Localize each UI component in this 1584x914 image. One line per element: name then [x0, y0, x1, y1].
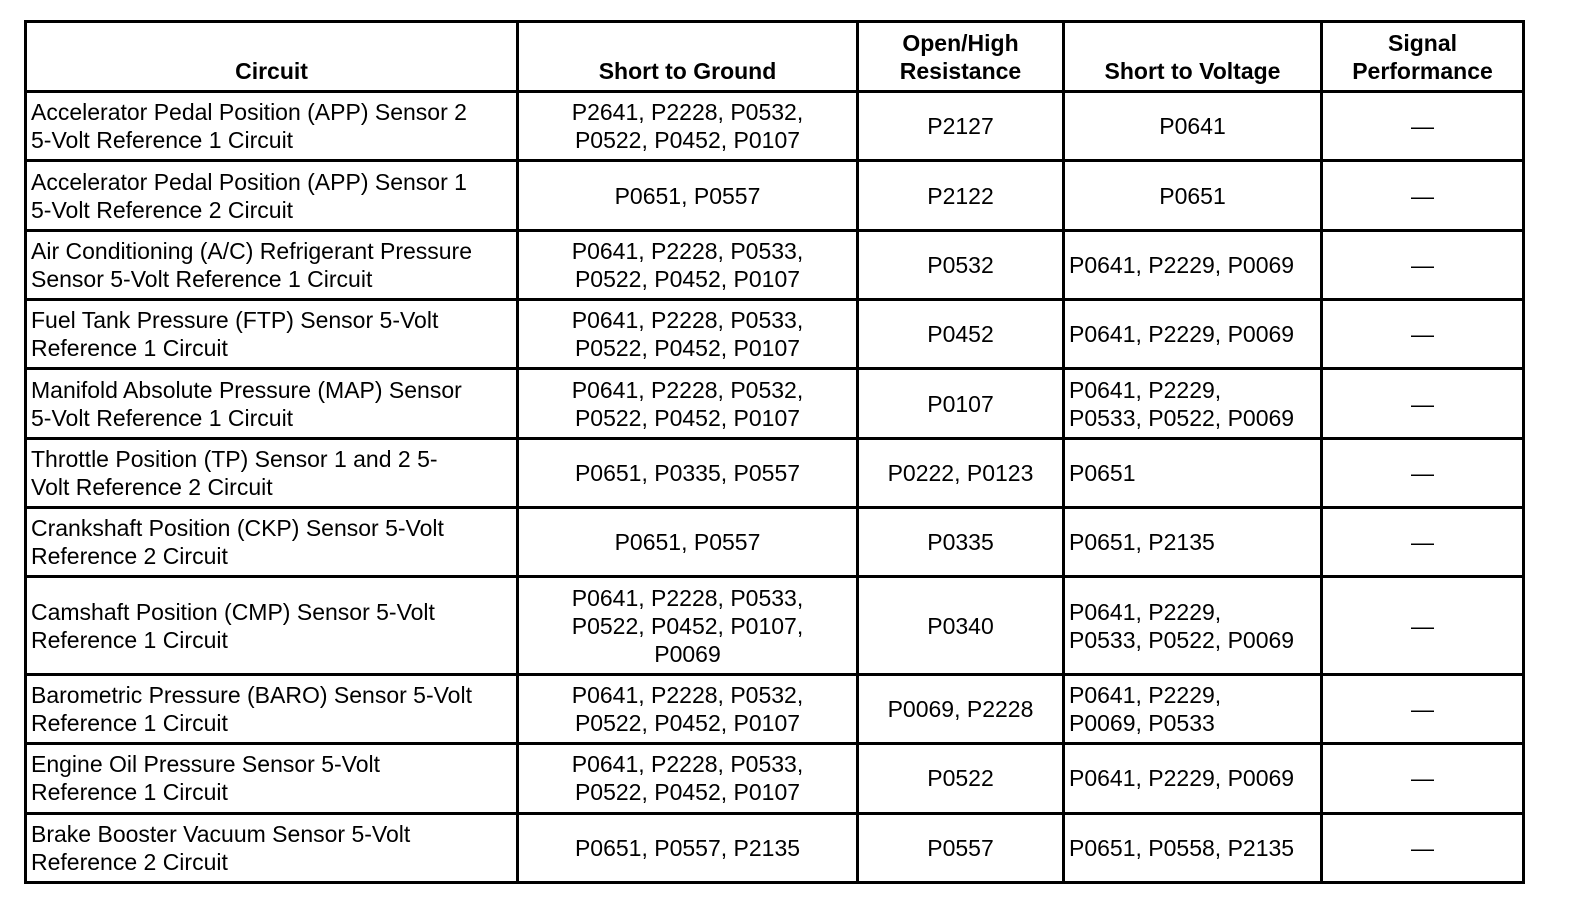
signal-performance-cell: — [1322, 508, 1524, 577]
circuit-cell-line: Reference 2 Circuit [31, 848, 228, 875]
short-to-ground-cell-line: P0522, P0452, P0107 [574, 710, 801, 737]
open-high-resistance-cell-line: P0522 [927, 765, 994, 792]
table-row [26, 813, 1524, 882]
short-to-ground-cell-line: P0522, P0452, P0107 [574, 127, 801, 154]
short-to-voltage-cell-line: P0641 [1159, 113, 1226, 140]
circuit-cell [26, 161, 518, 230]
short-to-voltage-cell-line: P0651 [1159, 182, 1226, 209]
table-row [26, 369, 1524, 438]
short-to-ground-cell-line: P0641, P2228, P0533, [571, 237, 804, 264]
open-high-resistance-cell [858, 300, 1064, 369]
open-high-resistance-cell [858, 161, 1064, 230]
circuit-cell [26, 300, 518, 369]
short-to-ground-cell [518, 577, 858, 674]
table-row [26, 230, 1524, 299]
short-to-voltage-cell [1064, 577, 1322, 674]
header-short-to-voltage: Short to Voltage [1064, 22, 1322, 92]
circuit-cell-line: Reference 1 Circuit [31, 626, 228, 653]
table-header-row [26, 22, 1524, 92]
signal-performance-cell: — [1322, 577, 1524, 674]
signal-performance-cell: — [1322, 744, 1524, 813]
circuit-cell-line: Reference 1 Circuit [31, 779, 228, 806]
short-to-voltage-cell-line: P0533, P0522, P0069 [1069, 626, 1295, 653]
circuit-cell-line: Engine Oil Pressure Sensor 5-Volt [31, 751, 381, 778]
circuit-cell-line: Barometric Pressure (BARO) Sensor 5-Volt [31, 682, 472, 709]
open-high-resistance-cell-line: P0335 [927, 529, 994, 556]
open-high-resistance-cell-line: P0222, P0123 [887, 459, 1034, 486]
table-row [26, 161, 1524, 230]
circuit-cell-line: Volt Reference 2 Circuit [31, 473, 273, 500]
short-to-voltage-cell-line: P0651 [1069, 459, 1136, 486]
signal-performance-cell: — [1322, 92, 1524, 161]
dtc-circuit-table [24, 20, 1525, 884]
open-high-resistance-cell-line: P0069, P2228 [887, 696, 1034, 723]
circuit-cell [26, 813, 518, 882]
circuit-cell-line: 5-Volt Reference 1 Circuit [31, 127, 294, 154]
short-to-ground-cell [518, 161, 858, 230]
short-to-voltage-cell [1064, 300, 1322, 369]
short-to-voltage-cell [1064, 161, 1322, 230]
short-to-voltage-cell [1064, 230, 1322, 299]
short-to-voltage-cell-line: P0651, P2135 [1069, 529, 1215, 556]
short-to-ground-cell [518, 674, 858, 743]
signal-performance-cell: — [1322, 300, 1524, 369]
circuit-cell-line: 5-Volt Reference 2 Circuit [31, 196, 294, 223]
header-circuit: Circuit [26, 22, 518, 92]
open-high-resistance-cell [858, 674, 1064, 743]
short-to-voltage-cell [1064, 438, 1322, 507]
signal-performance-cell: — [1322, 230, 1524, 299]
short-to-ground-cell [518, 744, 858, 813]
short-to-ground-cell [518, 230, 858, 299]
open-high-resistance-cell [858, 438, 1064, 507]
short-to-voltage-cell [1064, 369, 1322, 438]
short-to-voltage-cell-line: P0641, P2229, P0069 [1069, 321, 1295, 348]
circuit-cell [26, 438, 518, 507]
table-body [26, 92, 1524, 883]
signal-performance-cell: — [1322, 369, 1524, 438]
short-to-ground-cell [518, 508, 858, 577]
circuit-cell [26, 369, 518, 438]
header-signal-performance: Signal Performance [1322, 22, 1524, 92]
open-high-resistance-cell [858, 230, 1064, 299]
circuit-cell-line: Brake Booster Vacuum Sensor 5-Volt [31, 820, 411, 847]
open-high-resistance-cell [858, 577, 1064, 674]
short-to-voltage-cell [1064, 813, 1322, 882]
short-to-voltage-cell-line: P0533, P0522, P0069 [1069, 404, 1295, 431]
short-to-voltage-cell [1064, 92, 1322, 161]
open-high-resistance-cell-line: P0532 [927, 251, 994, 278]
circuit-cell-line: Throttle Position (TP) Sensor 1 and 2 5- [31, 445, 438, 472]
circuit-cell-line: Air Conditioning (A/C) Refrigerant Pressure [31, 237, 473, 264]
short-to-ground-cell [518, 813, 858, 882]
circuit-cell-line: Crankshaft Position (CKP) Sensor 5-Volt [31, 515, 444, 542]
circuit-cell [26, 230, 518, 299]
short-to-ground-cell-line: P0522, P0452, P0107, [571, 612, 804, 639]
open-high-resistance-cell [858, 92, 1064, 161]
short-to-ground-cell-line: P0641, P2228, P0533, [571, 751, 804, 778]
short-to-ground-cell-line: P0651, P0335, P0557 [574, 459, 801, 486]
circuit-cell-line: Reference 2 Circuit [31, 543, 228, 570]
short-to-ground-cell-line: P2641, P2228, P0532, [571, 99, 804, 126]
short-to-voltage-cell-line: P0641, P2229, P0069 [1069, 251, 1295, 278]
short-to-ground-cell [518, 92, 858, 161]
short-to-ground-cell-line: P0522, P0452, P0107 [574, 265, 801, 292]
circuit-cell [26, 744, 518, 813]
short-to-ground-cell-line: P0641, P2228, P0533, [571, 307, 804, 334]
short-to-ground-cell [518, 300, 858, 369]
circuit-cell-line: Sensor 5-Volt Reference 1 Circuit [31, 265, 373, 292]
circuit-cell [26, 674, 518, 743]
circuit-cell-line: Reference 1 Circuit [31, 710, 228, 737]
signal-performance-cell: — [1322, 438, 1524, 507]
dtc-table-container [24, 20, 1522, 884]
circuit-cell-line: Fuel Tank Pressure (FTP) Sensor 5-Volt [31, 307, 439, 334]
signal-performance-cell: — [1322, 161, 1524, 230]
table-row [26, 577, 1524, 674]
short-to-ground-cell-line: P0641, P2228, P0532, [571, 376, 804, 403]
short-to-voltage-cell-line: P0641, P2229, P0069 [1069, 765, 1295, 792]
open-high-resistance-cell-line: P2127 [927, 113, 994, 140]
short-to-voltage-cell-line: P0651, P0558, P2135 [1069, 834, 1295, 861]
short-to-ground-cell [518, 369, 858, 438]
short-to-ground-cell-line: P0522, P0452, P0107 [574, 779, 801, 806]
table-row [26, 508, 1524, 577]
short-to-voltage-cell-line: P0641, P2229, [1069, 682, 1222, 709]
circuit-cell [26, 577, 518, 674]
circuit-cell-line: Manifold Absolute Pressure (MAP) Sensor [31, 376, 462, 403]
short-to-ground-cell [518, 438, 858, 507]
open-high-resistance-cell-line: P0107 [927, 390, 994, 417]
open-high-resistance-cell-line: P0557 [927, 834, 994, 861]
table-row [26, 300, 1524, 369]
open-high-resistance-cell-line: P2122 [927, 182, 994, 209]
table-row [26, 674, 1524, 743]
open-high-resistance-cell-line: P0340 [927, 612, 994, 639]
open-high-resistance-cell [858, 744, 1064, 813]
circuit-cell-line: Accelerator Pedal Position (APP) Sensor 2 [31, 99, 467, 126]
short-to-voltage-cell-line: P0069, P0533 [1069, 710, 1215, 737]
short-to-voltage-cell-line: P0641, P2229, [1069, 598, 1222, 625]
header-short-to-ground: Short to Ground [518, 22, 858, 92]
short-to-ground-cell-line: P0651, P0557 [614, 529, 761, 556]
short-to-voltage-cell-line: P0641, P2229, [1069, 376, 1222, 403]
short-to-ground-cell-line: P0641, P2228, P0533, [571, 584, 804, 611]
short-to-voltage-cell [1064, 508, 1322, 577]
open-high-resistance-cell [858, 508, 1064, 577]
signal-performance-cell: — [1322, 813, 1524, 882]
short-to-voltage-cell [1064, 674, 1322, 743]
short-to-ground-cell-line: P0641, P2228, P0532, [571, 682, 804, 709]
open-high-resistance-cell [858, 369, 1064, 438]
table-row [26, 744, 1524, 813]
circuit-cell-line: 5-Volt Reference 1 Circuit [31, 404, 294, 431]
header-open-high-resistance: Open/High Resistance [858, 22, 1064, 92]
circuit-cell-line: Reference 1 Circuit [31, 335, 228, 362]
table-row [26, 438, 1524, 507]
short-to-ground-cell-line: P0069 [654, 640, 721, 667]
open-high-resistance-cell-line: P0452 [927, 321, 994, 348]
circuit-cell [26, 508, 518, 577]
circuit-cell-line: Camshaft Position (CMP) Sensor 5-Volt [31, 598, 435, 625]
short-to-voltage-cell [1064, 744, 1322, 813]
short-to-ground-cell-line: P0522, P0452, P0107 [574, 335, 801, 362]
circuit-cell-line: Accelerator Pedal Position (APP) Sensor 1 [31, 168, 467, 195]
short-to-ground-cell-line: P0651, P0557, P2135 [574, 834, 801, 861]
circuit-cell [26, 92, 518, 161]
table-row [26, 92, 1524, 161]
short-to-ground-cell-line: P0522, P0452, P0107 [574, 404, 801, 431]
open-high-resistance-cell [858, 813, 1064, 882]
short-to-ground-cell-line: P0651, P0557 [614, 182, 761, 209]
signal-performance-cell: — [1322, 674, 1524, 743]
